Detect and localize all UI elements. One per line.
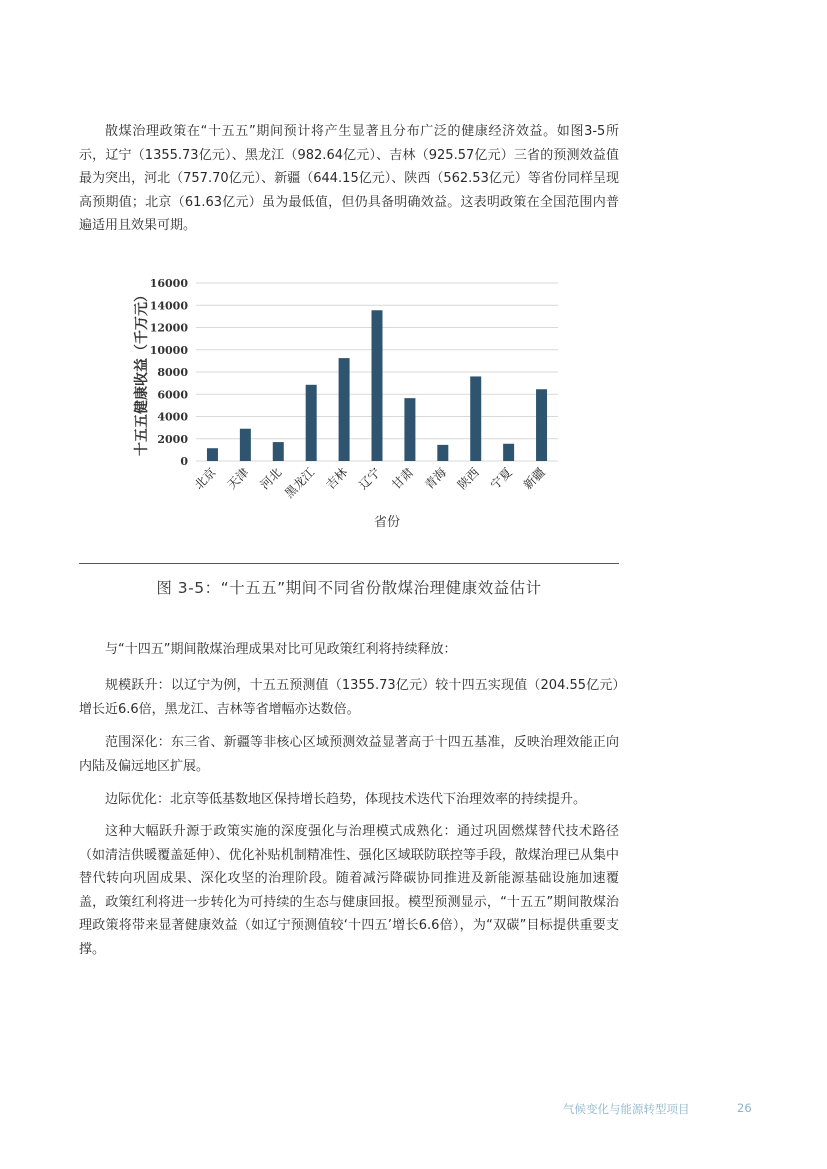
y-tick-label: 6000 bbox=[157, 388, 188, 402]
point-margin: 边际优化：北京等低基数地区保持增长趋势，体现技术迭代下治理效率的持续提升。 bbox=[105, 792, 587, 807]
bar bbox=[470, 376, 481, 461]
page-number: 26 bbox=[737, 1101, 752, 1115]
x-tick-label: 甘肃 bbox=[389, 465, 417, 493]
intro-paragraph: 散煤治理政策在“十五五”期间预计将产生显著且分布广泛的健康经济效益。如图3-5所示，辽宁（1355.73亿元）、黑龙江（982.64亿元）、吉林（925.57亿元）三省的预测效益值最为突出，河北（757.70亿元）、新疆（644.15亿元）、陕西（562.53亿元）等省份同样呈现高预期值；北京（61.63亿元）虽为最低值，但仍具备明确效益。这表明政策在全国范围内普遍适用且效果可期。 bbox=[79, 124, 619, 233]
point-scale: 规模跃升：以辽宁为例，十五五预测值（1355.73亿元）较十四五实现值（204.55亿元）增长近6.6倍，黑龙江、吉林等省增幅亦达数倍。 bbox=[79, 678, 619, 717]
bar bbox=[536, 389, 547, 461]
y-axis-title: 十五五健康收益（千万元） bbox=[134, 288, 150, 456]
bar bbox=[339, 358, 350, 461]
y-tick-label: 10000 bbox=[149, 343, 188, 357]
x-tick-label: 河北 bbox=[257, 465, 285, 493]
y-tick-label: 16000 bbox=[149, 277, 188, 290]
x-axis-title: 省份 bbox=[373, 515, 401, 530]
bar bbox=[240, 429, 251, 461]
x-tick-label: 黑龙江 bbox=[281, 465, 318, 501]
figure-caption: 图 3-5：“十五五”期间不同省份散煤治理健康效益估计 bbox=[156, 579, 542, 597]
x-tick-label: 辽宁 bbox=[356, 465, 384, 493]
y-tick-label: 14000 bbox=[149, 299, 188, 313]
y-tick-label: 8000 bbox=[157, 366, 188, 379]
x-tick-label: 青海 bbox=[422, 465, 449, 493]
bar bbox=[372, 310, 383, 461]
bar bbox=[306, 385, 317, 461]
x-tick-label: 吉林 bbox=[323, 465, 351, 493]
divider bbox=[79, 563, 619, 564]
x-tick-label: 陕西 bbox=[454, 465, 482, 493]
y-tick-label: 12000 bbox=[149, 321, 188, 335]
point-scope: 范围深化：东三省、新疆等非核心区域预测效益显著高于十四五基准，反映治理效能正向内陆及偏远地区扩展。 bbox=[79, 735, 619, 774]
y-tick-label: 2000 bbox=[157, 432, 188, 446]
x-tick-label: 新疆 bbox=[520, 465, 548, 493]
x-tick-label: 天津 bbox=[224, 465, 252, 493]
conclusion-paragraph: 这种大幅跃升源于政策实施的深度强化与治理模式成熟化：通过巩固燃煤替代技术路径（如清洁供暖覆盖延伸）、优化补贴机制精准性、强化区域联防联控等手段，散煤治理已从集中替代转向巩固成果、深化攻坚的治理阶段。随着减污降碳协同推进及新能源基础设施加速覆盖，政策红利将进一步转化为可持续的生态与健康回报。模型预测显示，“十五五”期间散煤治理政策将带来显著健康效益（如辽宁预测值较‘十四五’增长6.6倍），为“双碳”目标提供重要支撑。 bbox=[79, 824, 619, 957]
bar bbox=[404, 398, 415, 461]
x-tick-label: 北京 bbox=[191, 465, 219, 493]
bar-chart bbox=[120, 265, 560, 540]
bar bbox=[437, 445, 448, 461]
bar bbox=[503, 444, 514, 461]
footer-project: 气候变化与能源转型项目 bbox=[563, 1102, 690, 1116]
bar bbox=[207, 448, 218, 461]
comparison-intro: 与“十四五”期间散煤治理成果对比可见政策红利将持续释放： bbox=[105, 642, 457, 657]
x-tick-label: 宁夏 bbox=[487, 465, 515, 493]
bar bbox=[273, 442, 284, 461]
y-tick-label: 0 bbox=[180, 455, 188, 468]
y-tick-label: 4000 bbox=[157, 410, 188, 424]
